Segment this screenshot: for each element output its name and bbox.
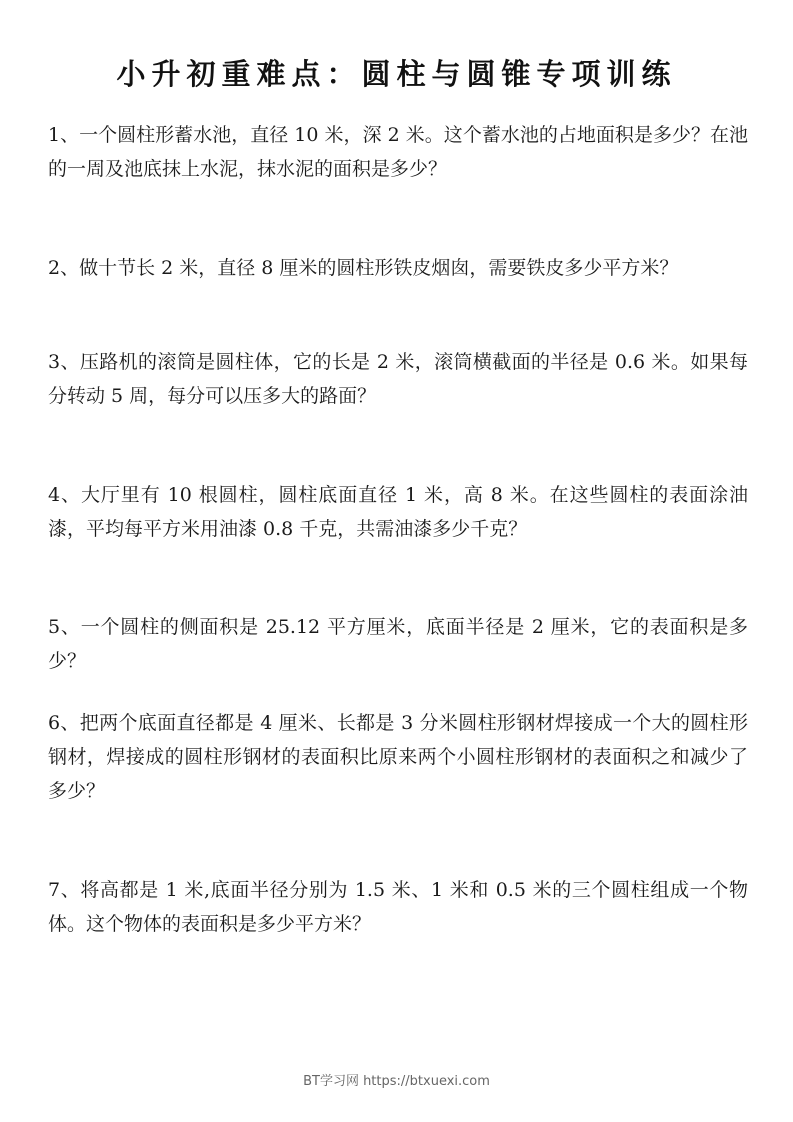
question-5: 5、一个圆柱的侧面积是 25.12 平方厘米，底面半径是 2 厘米，它的表面积是多少？ — [48, 616, 748, 672]
footer-watermark: BT学习网 https://btxuexi.com — [303, 1074, 490, 1089]
question-1: 1、一个圆柱形蓄水池，直径 10 米，深 2 米。这个蓄水池的占地面积是多少？在池的一周及池底抹上水泥，抹水泥的面积是多少？ — [48, 124, 748, 180]
question-3: 3、压路机的滚筒是圆柱体，它的长是 2 米，滚筒横截面的半径是 0.6 米。如果每分转动 5 周，每分可以压多大的路面？ — [48, 351, 748, 407]
page-title: 小升初重难点：圆柱与圆锥专项训练 — [116, 57, 677, 91]
question-7: 7、将高都是 1 米,底面半径分别为 1.5 米、1 米和 0.5 米的三个圆柱组成一个物体。这个物体的表面积是多少平方米？ — [48, 879, 748, 935]
question-6: 6、把两个底面直径都是 4 厘米、长都是 3 分米圆柱形钢材焊接成一个大的圆柱形钢材，焊接成的圆柱形钢材的表面积比原来两个小圆柱形钢材的表面积之和减少了多少？ — [48, 712, 748, 802]
question-4: 4、大厅里有 10 根圆柱，圆柱底面直径 1 米，高 8 米。在这些圆柱的表面涂油漆，平均每平方米用油漆 0.8 千克，共需油漆多少千克？ — [48, 484, 748, 540]
question-2: 2、做十节长 2 米，直径 8 厘米的圆柱形铁皮烟囱，需要铁皮多少平方米？ — [48, 257, 679, 279]
